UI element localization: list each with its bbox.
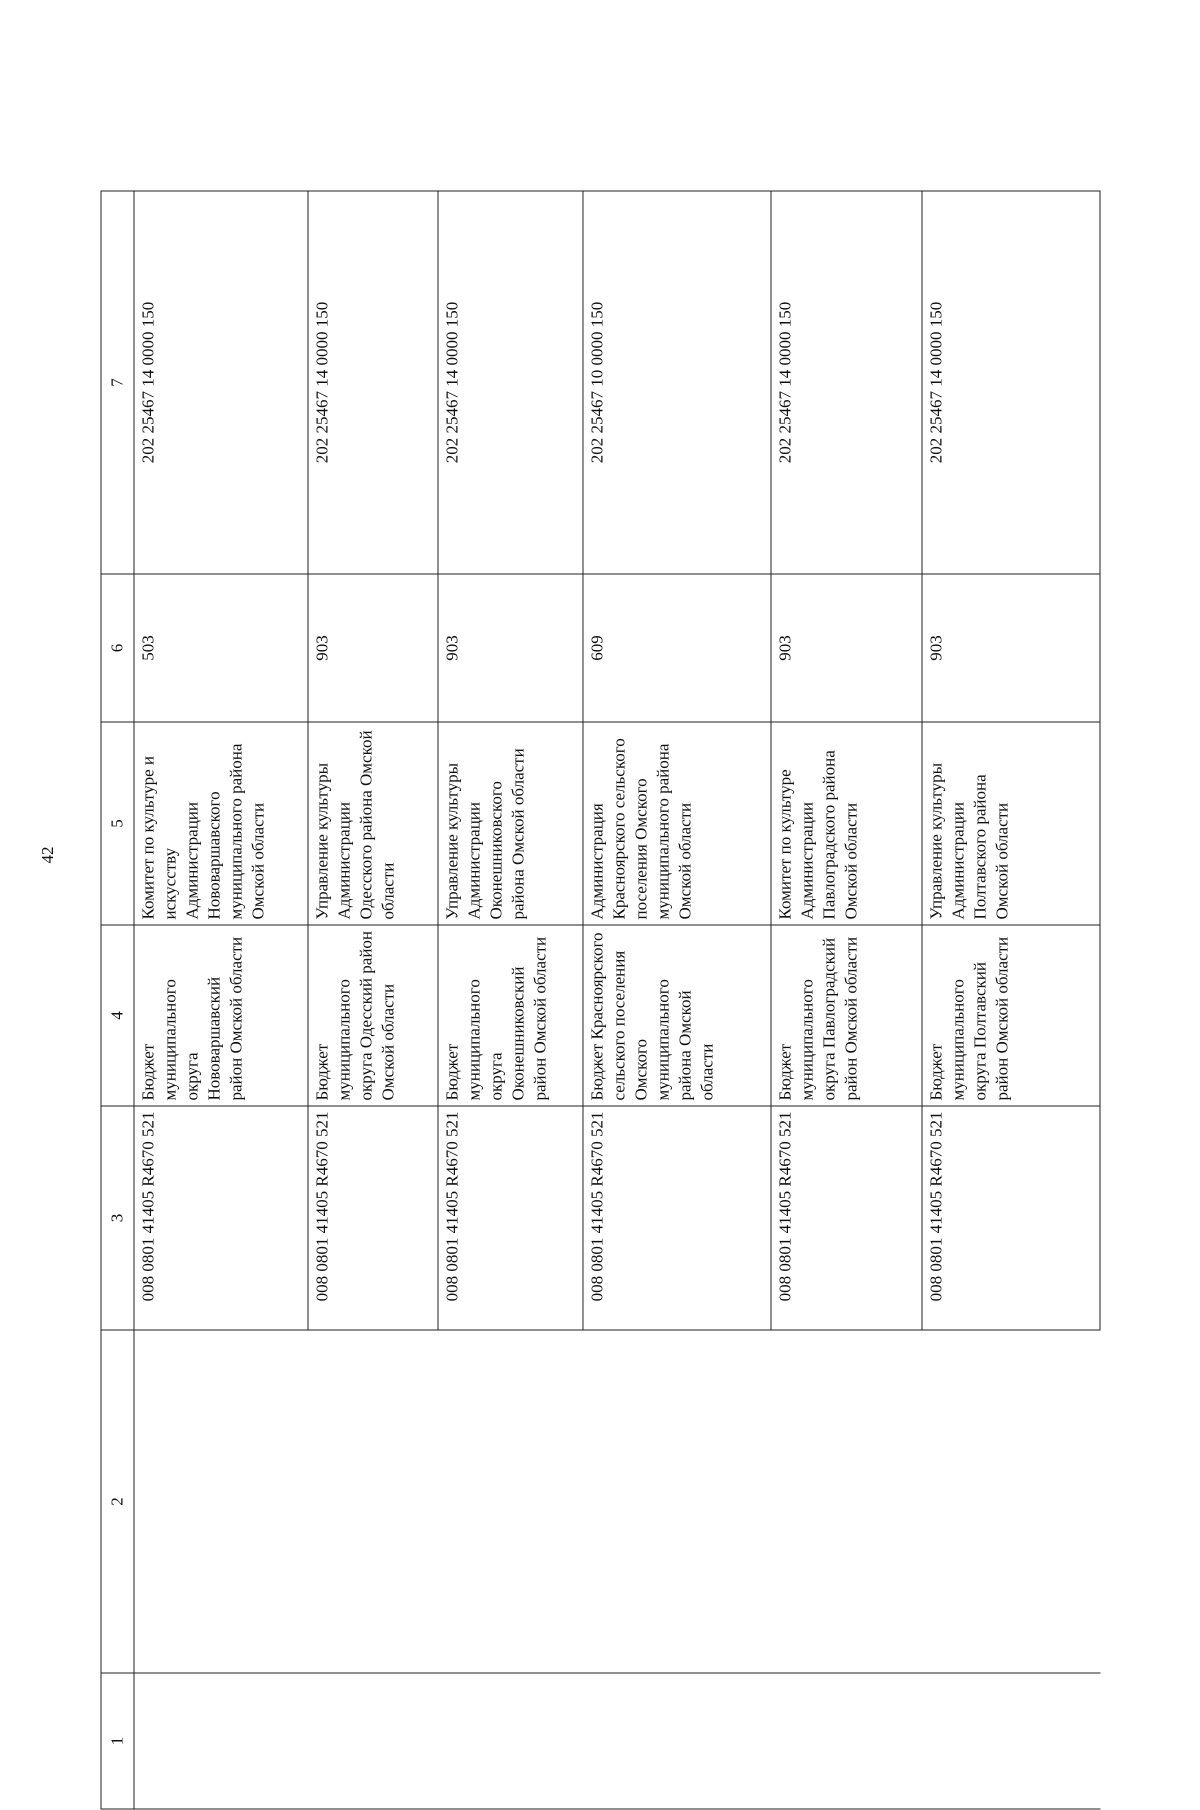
budget-code-cell: 008 0801 41405 R4670 521 bbox=[583, 1106, 771, 1330]
budget-name-cell: Бюджет муниципального округа Павлоградский район Омской области bbox=[771, 925, 922, 1106]
budget-name-cell: Бюджет муниципального округа Одесский район Омской области bbox=[308, 925, 438, 1106]
revenue-code-cell: 202 25467 14 0000 150 bbox=[134, 191, 308, 574]
page-number: 42 bbox=[38, 846, 57, 864]
column-header-5: 5 bbox=[101, 722, 134, 925]
budget-code-cell: 008 0801 41405 R4670 521 bbox=[438, 1106, 583, 1330]
empty-cell bbox=[134, 1673, 308, 1809]
table-row bbox=[134, 191, 308, 1809]
budget-code-cell: 008 0801 41405 R4670 521 bbox=[771, 1106, 922, 1330]
empty-cell bbox=[583, 1330, 771, 1673]
budget-code-cell: 008 0801 41405 R4670 521 bbox=[308, 1106, 438, 1330]
empty-cell bbox=[134, 1330, 308, 1673]
empty-cell bbox=[583, 1673, 771, 1809]
revenue-code-cell: 202 25467 14 0000 150 bbox=[438, 191, 583, 574]
admin-code-cell: 503 bbox=[134, 574, 308, 722]
administrator-cell: Комитет по культуре Администрации Павлоградского района Омской области bbox=[771, 722, 922, 925]
admin-code-cell: 903 bbox=[438, 574, 583, 722]
administrator-cell: Управление культуры Администрации Оконешниковского района Омской области bbox=[438, 722, 583, 925]
empty-cell bbox=[922, 1673, 1100, 1809]
column-header-6: 6 bbox=[101, 574, 134, 722]
administrator-cell: Управление культуры Администрации Одесского района Омской области bbox=[308, 722, 438, 925]
admin-code-cell: 609 bbox=[583, 574, 771, 722]
column-header-4: 4 bbox=[101, 925, 134, 1106]
admin-code-cell: 903 bbox=[308, 574, 438, 722]
table-row bbox=[438, 191, 583, 1809]
budget-name-cell: Бюджет Красноярского сельского поселения Омского муниципального района Омской области bbox=[583, 925, 771, 1106]
empty-cell bbox=[922, 1330, 1100, 1673]
table-row bbox=[583, 191, 771, 1809]
budget-code-cell: 008 0801 41405 R4670 521 bbox=[922, 1106, 1100, 1330]
table-row bbox=[771, 191, 922, 1809]
revenue-code-cell: 202 25467 14 0000 150 bbox=[771, 191, 922, 574]
empty-cell bbox=[308, 1330, 438, 1673]
budget-name-cell: Бюджет муниципального округа Нововаршавский район Омской области bbox=[134, 925, 308, 1106]
column-header-7: 7 bbox=[101, 191, 134, 574]
revenue-code-cell: 202 25467 10 0000 150 bbox=[583, 191, 771, 574]
table-row bbox=[922, 191, 1100, 1809]
empty-cell bbox=[771, 1673, 922, 1809]
budget-table bbox=[101, 191, 1101, 1810]
admin-code-cell: 903 bbox=[922, 574, 1100, 722]
column-header-3: 3 bbox=[101, 1106, 134, 1330]
administrator-cell: Администрация Красноярского сельского поселения Омского муниципального района Омской области bbox=[583, 722, 771, 925]
header-row bbox=[101, 191, 134, 1809]
table-row bbox=[308, 191, 438, 1809]
administrator-cell: Управление культуры Администрации Полтавского района Омской области bbox=[922, 722, 1100, 925]
empty-cell bbox=[771, 1330, 922, 1673]
budget-name-cell: Бюджет муниципального округа Оконешниковский район Омской области bbox=[438, 925, 583, 1106]
empty-cell bbox=[438, 1330, 583, 1673]
admin-code-cell: 903 bbox=[771, 574, 922, 722]
revenue-code-cell: 202 25467 14 0000 150 bbox=[922, 191, 1100, 574]
column-header-2: 2 bbox=[101, 1330, 134, 1673]
budget-code-cell: 008 0801 41405 R4670 521 bbox=[134, 1106, 308, 1330]
revenue-code-cell: 202 25467 14 0000 150 bbox=[308, 191, 438, 574]
budget-name-cell: Бюджет муниципального округа Полтавский район Омской области bbox=[922, 925, 1100, 1106]
column-header-1: 1 bbox=[101, 1673, 134, 1809]
empty-cell bbox=[438, 1673, 583, 1809]
administrator-cell: Комитет по культуре и искусству Администрации Нововаршавского муниципального района Омской области bbox=[134, 722, 308, 925]
empty-cell bbox=[308, 1673, 438, 1809]
